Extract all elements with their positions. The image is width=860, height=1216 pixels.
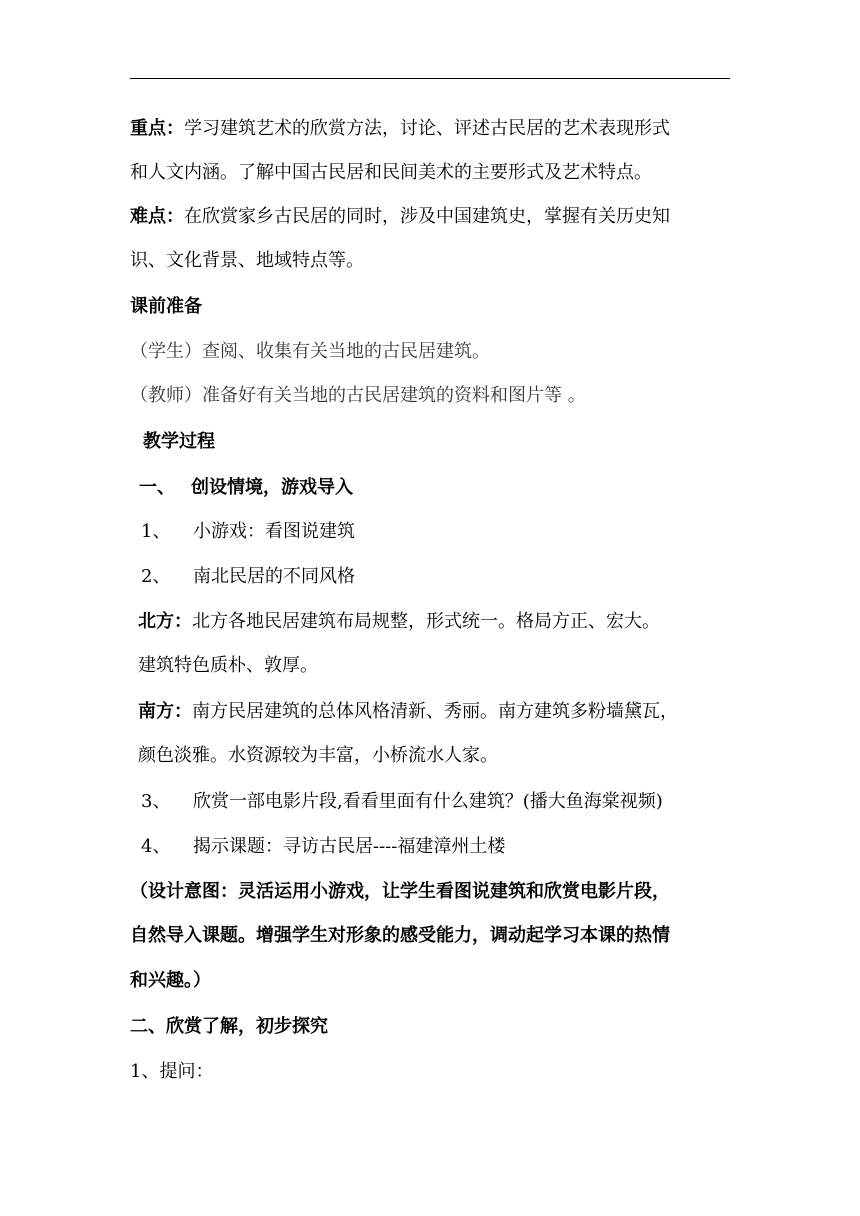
section1-heading: 一、 创设情境，游戏导入 (139, 477, 353, 498)
south-line2: 颜色淡雅。水资源较为丰富，小桥流水人家。 (138, 745, 498, 766)
design-intent-line3: 和兴趣。） (130, 970, 211, 991)
list-item: 1、 小游戏：看图说建筑 (141, 521, 355, 542)
key-points-line2: 和人文内涵。了解中国古民居和民间美术的主要形式及艺术特点。 (130, 162, 652, 183)
header-rule (130, 78, 730, 79)
difficulties-line1: 难点：在欣赏家乡古民居的同时，涉及中国建筑史，掌握有关历史知 (130, 206, 670, 227)
key-points-label: 重点： (130, 118, 184, 139)
south-line1: 南方：南方民居建筑的总体风格清新、秀丽。南方建筑多粉墙黛瓦， (138, 701, 678, 722)
south-label: 南方： (138, 701, 192, 722)
design-intent-line1: （设计意图：灵活运用小游戏，让学生看图说建筑和欣赏电影片段， (130, 881, 670, 902)
preparation-teacher: （教师）准备好有关当地的古民居建筑的资料和图片等 。 (130, 385, 586, 406)
key-points-line1: 重点：学习建筑艺术的欣赏方法，讨论、评述古民居的艺术表现形式 (130, 118, 670, 139)
list-item: 4、 揭示课题：寻访古民居----福建漳州土楼 (141, 836, 506, 857)
preparation-heading: 课前准备 (130, 296, 202, 317)
north-line2: 建筑特色质朴、敦厚。 (138, 655, 318, 676)
difficulties-label: 难点： (130, 206, 184, 227)
difficulties-line2: 识、文化背景、地域特点等。 (130, 250, 364, 271)
list-item: 3、 欣赏一部电影片段,看看里面有什么建筑？(播大鱼海棠视频) (141, 791, 663, 812)
section2-heading: 二、欣赏了解，初步探究 (130, 1016, 328, 1037)
design-intent-line2: 自然导入课题。增强学生对形象的感受能力，调动起学习本课的热情 (130, 925, 670, 946)
north-line1: 北方：北方各地民居建筑布局规整，形式统一。格局方正、宏大。 (138, 611, 660, 632)
preparation-students: （学生）查阅、收集有关当地的古民居建筑。 (130, 341, 490, 362)
section2-item1: 1、提问： (130, 1061, 214, 1082)
list-item: 2、 南北民居的不同风格 (141, 566, 355, 587)
process-heading: 教学过程 (143, 431, 215, 452)
north-label: 北方： (138, 611, 192, 632)
